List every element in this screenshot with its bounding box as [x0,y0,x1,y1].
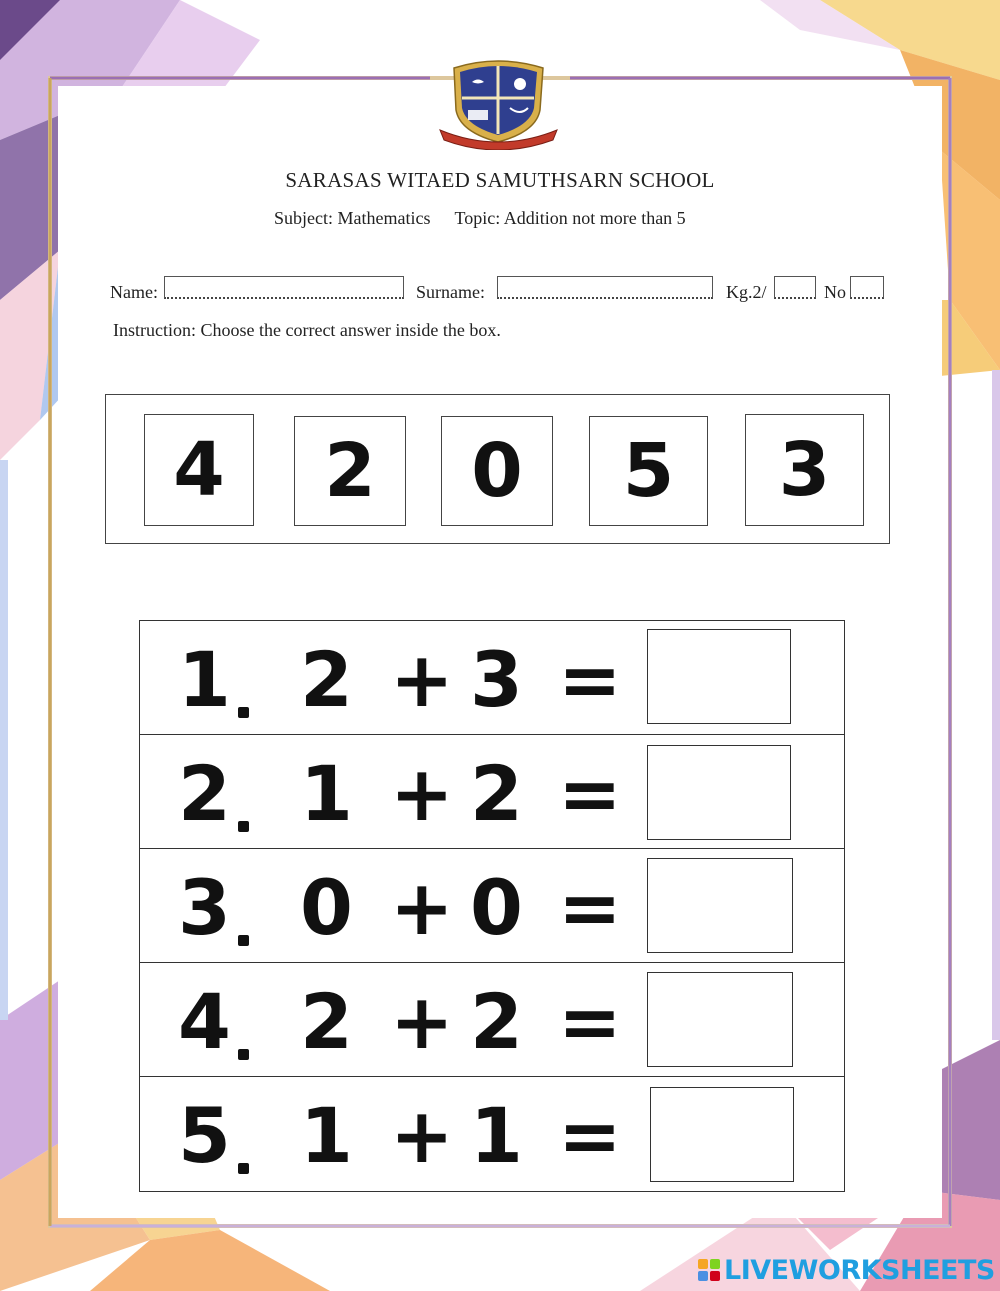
number-field[interactable] [850,276,884,299]
question-number: 1 [178,635,231,724]
school-name: SARASAS WITAED SAMUTHSARN SCHOOL [285,168,715,192]
class-field[interactable] [774,276,816,299]
plus-sign: + [390,977,454,1066]
subject-label: Subject: Mathematics [274,208,431,228]
choice-tile[interactable]: 4 [144,414,254,526]
addend-b: 2 [470,749,523,838]
answer-drop-box[interactable] [647,972,793,1067]
choice-tile[interactable]: 0 [441,416,553,526]
addend-a: 1 [300,1091,353,1180]
addend-a: 1 [300,749,353,838]
addend-a: 2 [300,977,353,1066]
liveworksheets-brand[interactable] [698,1255,995,1285]
liveworksheets-wordmark: LIVEWORKSHEETS [724,1254,995,1286]
addend-b: 3 [470,635,523,724]
question-number: 5 [178,1091,231,1180]
subject-topic-line [274,208,686,229]
question-number: 2 [178,749,231,838]
equals-sign: = [558,1091,622,1180]
number-label: No [824,282,846,302]
student-info-row [110,276,900,302]
questions-table [139,620,845,1192]
choice-tile[interactable]: 2 [294,416,406,526]
liveworksheets-logo-icon [698,1259,720,1281]
question-number-dot [238,1163,249,1174]
question-number-dot [238,1049,249,1060]
equals-sign: = [558,863,622,952]
plus-sign: + [390,863,454,952]
name-field[interactable] [164,276,404,299]
addend-a: 0 [300,863,353,952]
choice-tile[interactable]: 5 [589,416,708,526]
question-number: 3 [178,863,231,952]
question-row [140,849,844,963]
name-label: Name: [110,282,158,302]
topic-label: Topic: Addition not more than 5 [454,208,686,228]
equals-sign: = [558,977,622,1066]
addend-b: 1 [470,1091,523,1180]
question-row [140,963,844,1077]
plus-sign: + [390,1091,454,1180]
choice-tile[interactable]: 3 [745,414,864,526]
surname-label: Surname: [416,282,485,302]
addend-a: 2 [300,635,353,724]
plus-sign: + [390,749,454,838]
question-number-dot [238,821,249,832]
instruction-text: Instruction: Choose the correct answer inside the box. [113,320,501,340]
addend-b: 0 [470,863,523,952]
question-number-dot [238,707,249,718]
addend-b: 2 [470,977,523,1066]
answer-drop-box[interactable] [647,745,791,840]
class-label: Kg.2/ [726,282,767,302]
question-number-dot [238,935,249,946]
surname-field[interactable] [497,276,713,299]
question-number: 4 [178,977,231,1066]
answer-drop-box[interactable] [647,858,793,953]
plus-sign: + [390,635,454,724]
question-row [140,621,844,735]
equals-sign: = [558,635,622,724]
answer-drop-box[interactable] [650,1087,794,1182]
answer-drop-box[interactable] [647,629,791,724]
question-row [140,735,844,849]
school-crest-logo [436,58,561,150]
equals-sign: = [558,749,622,838]
question-row [140,1077,844,1193]
